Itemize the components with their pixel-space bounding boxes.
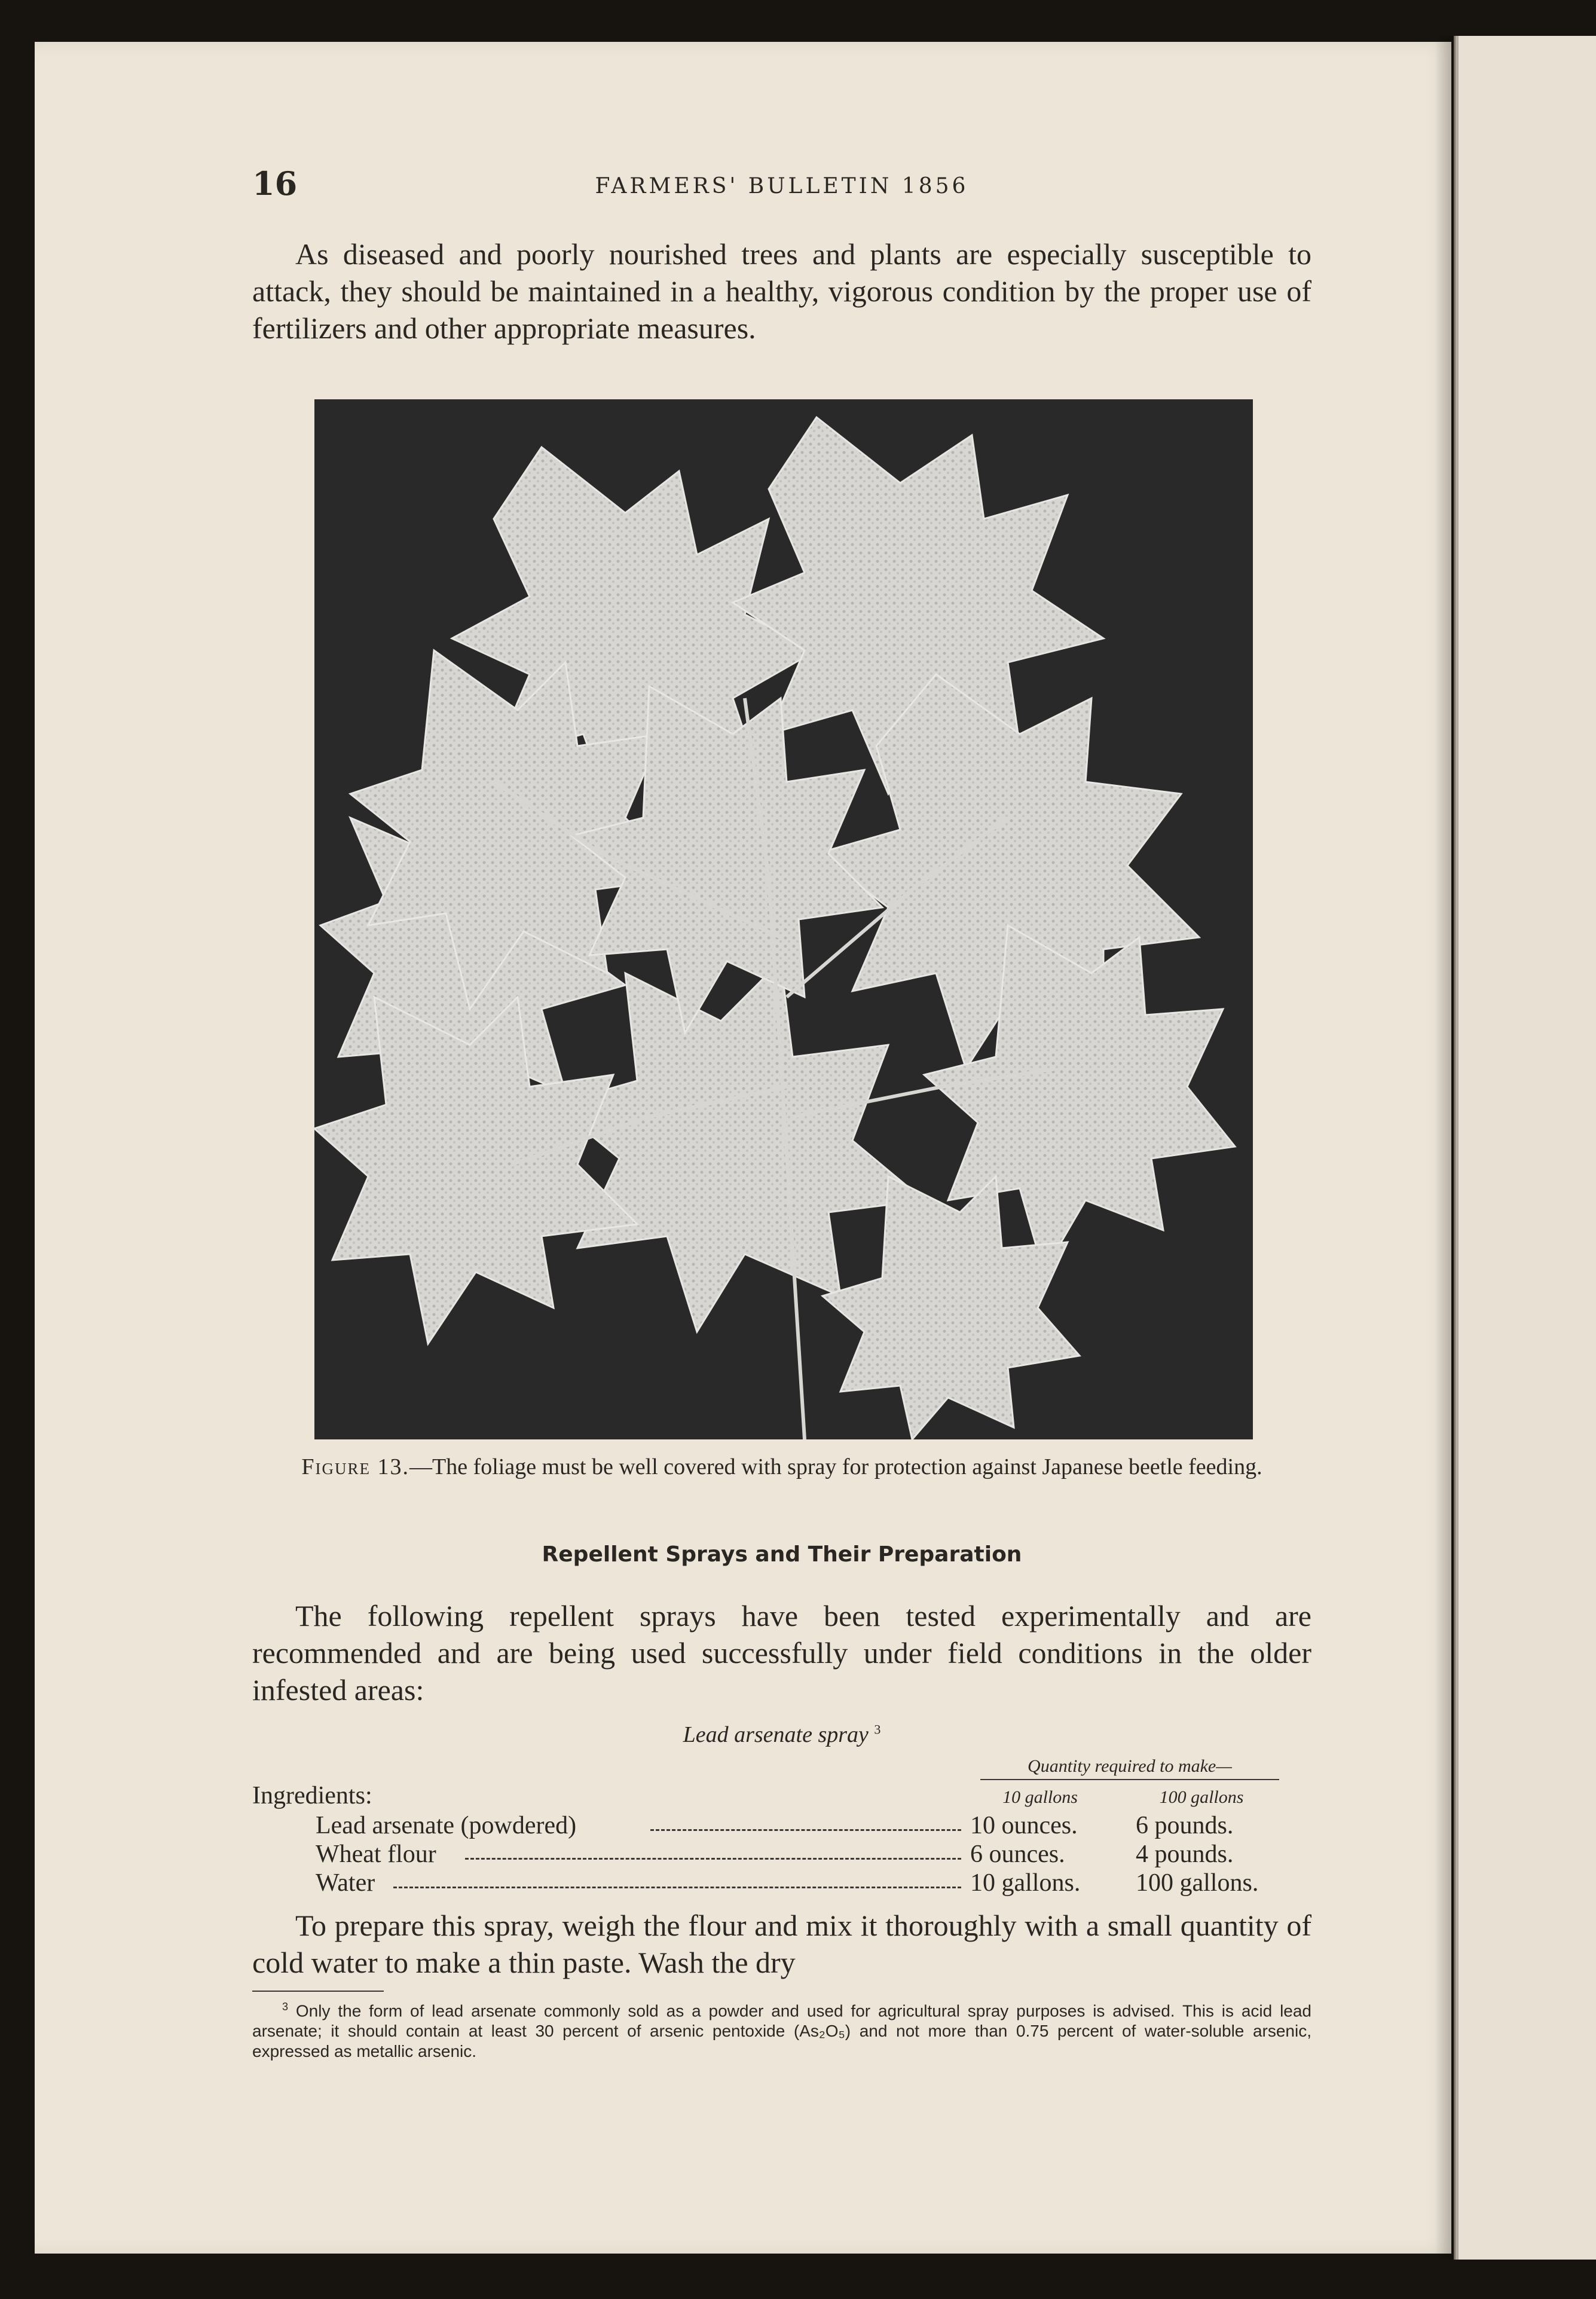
quantity-header: Quantity required to make— — [980, 1756, 1279, 1780]
column-header-100-gallons: 100 gallons — [1159, 1787, 1244, 1807]
quantity-100-gallons: 4 pounds. — [1136, 1841, 1234, 1868]
page-number: 16 — [252, 164, 298, 203]
figure-caption-text: —The foliage must be well covered with spray for protection against Japanese beetle feeding. — [409, 1454, 1262, 1479]
ingredient-name: Wheat flour — [316, 1841, 436, 1868]
spine-shadow — [1435, 36, 1459, 2260]
dot-leader — [650, 1829, 961, 1831]
quantity-10-gallons: 10 ounces. — [970, 1812, 1078, 1839]
dot-leader — [393, 1887, 961, 1888]
figure-label: Figure 13. — [301, 1454, 409, 1479]
maple-leaves-photo — [314, 399, 1253, 1439]
footnote-rule — [252, 1991, 384, 1992]
footnote — [252, 1997, 1311, 2062]
ingredient-name: Lead arsenate (powdered) — [316, 1812, 577, 1839]
dot-leader — [465, 1858, 961, 1860]
quantity-100-gallons: 6 pounds. — [1136, 1812, 1234, 1839]
table-row — [316, 1869, 1308, 1897]
table-title-text: Lead arsenate spray — [683, 1722, 869, 1747]
figure-caption — [252, 1453, 1311, 1481]
quantity-100-gallons: 100 gallons. — [1136, 1869, 1259, 1897]
ingredients-label: Ingredients: — [252, 1782, 372, 1809]
running-title: FARMERS' BULLETIN 1856 — [595, 174, 969, 198]
table-title — [252, 1722, 1311, 1748]
ingredient-name: Water — [316, 1869, 375, 1897]
table-row — [316, 1811, 1308, 1840]
quantity-10-gallons: 10 gallons. — [970, 1869, 1081, 1897]
closing-paragraph: To prepare this spray, weigh the flour and mix it thoroughly with a small quantity of cold water to make a thin paste. Wash the dry — [252, 1909, 1311, 1979]
table-footnote-ref: 3 — [874, 1722, 881, 1737]
next-page-edge — [1454, 36, 1596, 2260]
intro-paragraph: As diseased and poorly nourished trees and plants are especially susceptible to attack, they should be maintained in a healthy, vigorous condition by the proper use of fertilizers and other appropriate measures. — [252, 237, 1311, 345]
section-paragraph: The following repellent sprays have been tested experimentally and are recommended and are being used successfully under field conditions in the older infested areas: — [252, 1599, 1311, 1707]
column-header-10-gallons: 10 gallons — [1002, 1787, 1078, 1807]
table-row — [316, 1840, 1308, 1869]
running-head — [252, 164, 1311, 206]
footnote-marker: 3 — [282, 2001, 289, 2013]
figure-13-photo — [314, 399, 1253, 1439]
quantity-10-gallons: 6 ounces. — [970, 1841, 1065, 1868]
section-heading: Repellent Sprays and Their Preparation — [542, 1542, 1022, 1567]
footnote-text: Only the form of lead arsenate commonly sold as a powder and used for agricultural spray purposes is advised. This is acid lead arsenate; it should contain at least 30 percent of arsenic pentoxide (As₂O₅) and not more than 0.75 percent of water-soluble arsenic, expressed as metallic arsenic. — [252, 2001, 1312, 2061]
